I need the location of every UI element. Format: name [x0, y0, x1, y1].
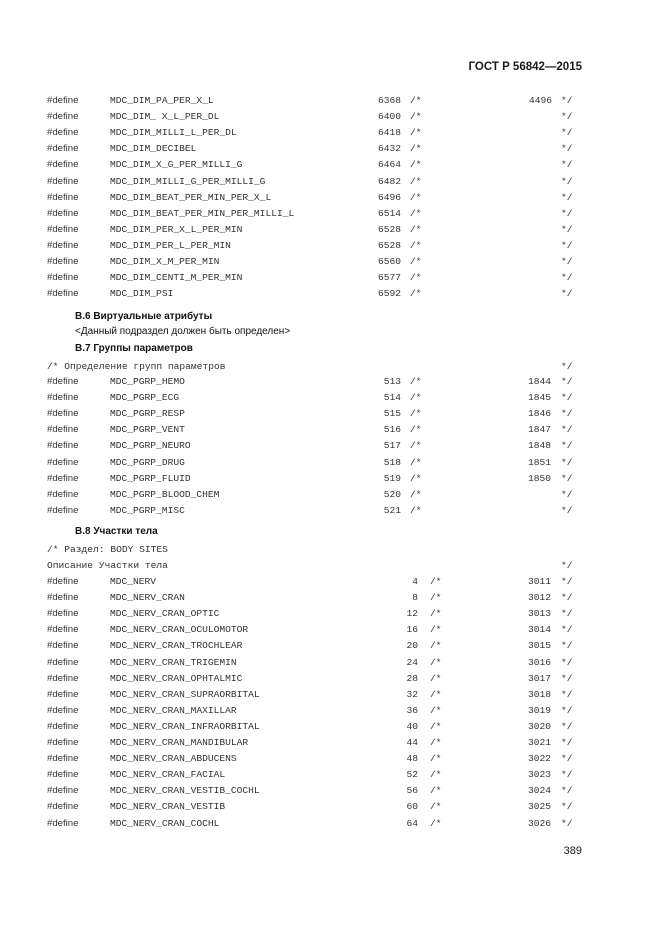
define-row: [0, 239, 661, 253]
macro-value: 6482: [377, 175, 401, 187]
macro-value: 12: [406, 608, 418, 620]
comment-close: */: [561, 159, 573, 171]
comment-number: 3015: [527, 640, 551, 652]
define-row: [0, 287, 661, 301]
define-keyword: #define: [47, 256, 79, 267]
define-row: [0, 768, 661, 782]
comment-close: */: [561, 392, 573, 404]
comment-open: /*: [410, 488, 422, 500]
comment-open: /*: [410, 472, 422, 484]
comment-number: 1845: [527, 392, 551, 404]
define-row: [0, 439, 661, 453]
define-row: [0, 407, 661, 421]
comment-close: */: [561, 704, 573, 716]
macro-value: 8: [412, 592, 418, 604]
macro-name: MDC_NERV_CRAN_INFRAORBITAL: [110, 720, 260, 732]
macro-value: 56: [406, 785, 418, 797]
define-keyword: #define: [47, 392, 79, 404]
define-keyword: #define: [47, 288, 79, 300]
define-row: [0, 672, 661, 686]
macro-value: 520: [383, 488, 401, 500]
comment-open: /*: [410, 504, 422, 516]
macro-name: MDC_NERV_CRAN_COCHL: [110, 817, 220, 829]
define-row: [0, 504, 661, 518]
define-keyword: #define: [47, 111, 79, 123]
define-keyword: #define: [47, 801, 79, 813]
comment-close: */: [561, 801, 573, 813]
comment-line: /* Раздел: BODY SITES: [47, 544, 168, 555]
comment-number: 3021: [527, 737, 551, 748]
comment-open: /*: [410, 456, 422, 468]
macro-name: MDC_NERV_CRAN_ABDUCENS: [110, 753, 237, 765]
macro-value: 513: [383, 376, 401, 387]
macro-name: MDC_NERV_CRAN_OPTIC: [110, 608, 220, 620]
macro-name: MDC_NERV_CRAN_FACIAL: [110, 769, 226, 781]
define-keyword: #define: [47, 785, 79, 797]
macro-name: MDC_NERV_CRAN_SUPRAORBITAL: [110, 688, 260, 700]
define-row: [0, 271, 661, 285]
macro-name: MDC_PGRP_NEURO: [110, 440, 191, 452]
define-keyword: #define: [47, 737, 79, 748]
define-row: [0, 456, 661, 470]
define-row: [0, 207, 661, 221]
macro-value: 516: [383, 424, 401, 436]
comment-number: 3016: [527, 656, 551, 668]
comment-close: */: [561, 408, 573, 420]
define-row: [0, 175, 661, 189]
macro-name: MDC_NERV_CRAN_MANDIBULAR: [110, 737, 249, 748]
macro-value: 60: [406, 801, 418, 813]
define-keyword: #define: [47, 504, 79, 516]
comment-close: */: [561, 608, 573, 620]
define-keyword: #define: [47, 239, 79, 251]
comment-close: */: [561, 472, 573, 484]
comment-open: /*: [410, 175, 422, 187]
define-row: [0, 817, 661, 831]
comment-close: */: [561, 769, 573, 781]
comment-number: 1851: [527, 456, 551, 468]
macro-value: 518: [383, 456, 401, 468]
comment-open: /*: [430, 688, 442, 700]
comment-open: /*: [430, 640, 442, 652]
macro-value: 32: [406, 688, 418, 700]
define-row: [0, 800, 661, 814]
macro-name: MDC_PGRP_VENT: [110, 424, 185, 436]
macro-value: 6592: [377, 288, 401, 300]
comment-open: /*: [410, 127, 422, 139]
comment-number: 1844: [527, 376, 551, 387]
define-row: [0, 623, 661, 637]
comment-close: */: [561, 207, 573, 219]
define-row: [0, 784, 661, 798]
define-row: [0, 191, 661, 205]
document-header: ГОСТ Р 56842—2015: [468, 61, 582, 73]
macro-value: 16: [406, 624, 418, 636]
define-keyword: #define: [47, 688, 79, 700]
macro-name: MDC_NERV_CRAN_TROCHLEAR: [110, 640, 243, 652]
macro-name: MDC_DIM_DECIBEL: [110, 143, 197, 155]
macro-value: 64: [406, 817, 418, 829]
comment-number: 3024: [527, 785, 551, 797]
comment-open: /*: [410, 256, 422, 267]
macro-value: 6528: [377, 223, 401, 235]
comment-close: */: [561, 640, 573, 652]
define-row: [0, 688, 661, 702]
macro-name: MDC_DIM_MILLI_L_PER_DL: [110, 127, 237, 139]
comment-open: /*: [410, 159, 422, 171]
comment-number: 3025: [527, 801, 551, 813]
define-row: [0, 391, 661, 405]
comment-open: /*: [410, 408, 422, 420]
comment-number: 3013: [527, 608, 551, 620]
comment-open: /*: [430, 656, 442, 668]
comment-close: */: [561, 720, 573, 732]
comment-open: /*: [410, 191, 422, 203]
define-keyword: #define: [47, 207, 79, 219]
macro-value: 6560: [377, 256, 401, 267]
comment-close: */: [561, 424, 573, 436]
comment-open: /*: [430, 817, 442, 829]
comment-close: */: [561, 592, 573, 604]
comment-open: /*: [430, 576, 442, 587]
comment-open: /*: [410, 376, 422, 387]
comment-close: */: [561, 288, 573, 300]
macro-name: MDC_DIM_ X_L_PER_DL: [110, 111, 220, 123]
define-keyword: #define: [47, 576, 79, 587]
define-row: [0, 223, 661, 237]
macro-value: 515: [383, 408, 401, 420]
comment-close: */: [561, 672, 573, 684]
comment-open: /*: [410, 111, 422, 123]
comment-number: 4496: [528, 95, 552, 106]
macro-value: 6432: [377, 143, 401, 155]
comment-close: */: [561, 488, 573, 500]
define-row: [0, 720, 661, 734]
define-keyword: #define: [47, 488, 79, 500]
macro-value: 517: [383, 440, 401, 452]
define-keyword: #define: [47, 175, 79, 187]
macro-name: MDC_PGRP_HEMO: [110, 376, 185, 387]
comment-open: /*: [430, 753, 442, 765]
macro-value: 44: [406, 737, 418, 748]
define-row: [0, 423, 661, 437]
comment-open: /*: [430, 704, 442, 716]
define-row: [0, 656, 661, 670]
comment-close: */: [561, 440, 573, 452]
comment-close: */: [561, 817, 573, 829]
comment-number: 3019: [527, 704, 551, 716]
macro-name: MDC_NERV_CRAN_MAXILLAR: [110, 704, 237, 716]
define-keyword: #define: [47, 720, 79, 732]
macro-name: MDC_DIM_PER_X_L_PER_MIN: [110, 223, 243, 235]
define-row: [0, 591, 661, 605]
comment-open: /*: [410, 288, 422, 300]
section-text-b6: <Данный подраздел должен быть определен>: [75, 326, 291, 337]
macro-value: 36: [406, 704, 418, 716]
comment-open: /*: [430, 608, 442, 620]
macro-name: MDC_DIM_X_M_PER_MIN: [110, 256, 220, 267]
comment-number: 3026: [527, 817, 551, 829]
define-keyword: #define: [47, 624, 79, 636]
comment-open: /*: [430, 737, 442, 748]
comment-close: */: [561, 737, 573, 748]
comment-open: /*: [430, 769, 442, 781]
comment-open: /*: [410, 143, 422, 155]
define-keyword: #define: [47, 159, 79, 171]
macro-value: 6418: [377, 127, 401, 139]
define-keyword: #define: [47, 272, 79, 284]
macro-name: MDC_NERV_CRAN_OPHTALMIC: [110, 672, 243, 684]
comment-close: */: [561, 456, 573, 468]
macro-value: 48: [406, 753, 418, 765]
comment-open: /*: [410, 223, 422, 235]
macro-value: 28: [406, 672, 418, 684]
macro-name: MDC_PGRP_RESP: [110, 408, 185, 420]
comment-close: */: [561, 111, 573, 123]
comment-open: /*: [410, 392, 422, 404]
macro-value: 6496: [377, 191, 401, 203]
define-row: [0, 607, 661, 621]
comment-number: 3011: [527, 576, 551, 587]
comment-open: /*: [410, 207, 422, 219]
comment-line: Описание Участки тела: [47, 560, 168, 571]
define-keyword: #define: [47, 656, 79, 668]
define-row: [0, 752, 661, 766]
define-row: [0, 110, 661, 124]
macro-value: 6577: [377, 272, 401, 284]
macro-name: MDC_DIM_MILLI_G_PER_MILLI_G: [110, 175, 266, 187]
macro-name: MDC_DIM_BEAT_PER_MIN_PER_MILLI_L: [110, 207, 295, 219]
define-keyword: #define: [47, 608, 79, 620]
comment-close: */: [561, 223, 573, 235]
define-row: [0, 472, 661, 486]
define-keyword: #define: [47, 95, 79, 106]
macro-name: MDC_PGRP_MISC: [110, 504, 185, 516]
macro-value: 6464: [377, 159, 401, 171]
macro-name: MDC_NERV_CRAN_VESTIB: [110, 801, 226, 813]
comment-close: */: [561, 191, 573, 203]
comment-close: */: [561, 272, 573, 284]
define-keyword: #define: [47, 456, 79, 468]
define-row: [0, 126, 661, 140]
define-keyword: #define: [47, 127, 79, 139]
comment-close: */: [561, 127, 573, 139]
comment-number: 3023: [527, 769, 551, 781]
comment-close: */: [561, 376, 573, 387]
comment-close: */: [561, 624, 573, 636]
define-keyword: #define: [47, 376, 79, 387]
comment-open: /*: [430, 672, 442, 684]
macro-name: MDC_DIM_BEAT_PER_MIN_PER_X_L: [110, 191, 272, 203]
macro-value: 40: [406, 720, 418, 732]
macro-value: 52: [406, 769, 418, 781]
section-heading-b6: В.6 Виртуальные атрибуты: [75, 311, 213, 322]
define-keyword: #define: [47, 753, 79, 765]
section-heading-b7: В.7 Группы параметров: [75, 343, 193, 354]
define-keyword: #define: [47, 817, 79, 829]
macro-value: 6368: [377, 95, 401, 106]
comment-close: */: [561, 753, 573, 765]
define-keyword: #define: [47, 769, 79, 781]
macro-name: MDC_NERV_CRAN_OCULOMOTOR: [110, 624, 249, 636]
comment-open: /*: [430, 720, 442, 732]
define-row: [0, 158, 661, 172]
comment-number: 3017: [527, 672, 551, 684]
comment-close: */: [561, 576, 573, 587]
comment-number: 1850: [527, 472, 551, 484]
comment-open: /*: [410, 95, 422, 106]
define-row: [0, 142, 661, 156]
comment-open: /*: [410, 272, 422, 284]
define-keyword: #define: [47, 408, 79, 420]
comment-close: */: [561, 361, 573, 372]
macro-name: MDC_PGRP_BLOOD_CHEM: [110, 488, 220, 500]
define-row: [0, 704, 661, 718]
macro-name: MDC_DIM_X_G_PER_MILLI_G: [110, 159, 243, 171]
define-row: [0, 255, 661, 269]
define-keyword: #define: [47, 704, 79, 716]
define-keyword: #define: [47, 672, 79, 684]
define-keyword: #define: [47, 640, 79, 652]
define-row: [0, 94, 661, 108]
define-keyword: #define: [47, 191, 79, 203]
macro-name: MDC_NERV_CRAN_TRIGEMIN: [110, 656, 237, 668]
comment-close: */: [561, 175, 573, 187]
macro-name: MDC_DIM_PSI: [110, 288, 174, 300]
comment-number: 3020: [527, 720, 551, 732]
define-row: [0, 575, 661, 589]
comment-open: /*: [430, 624, 442, 636]
comment-line: /* Определение групп параметров: [47, 361, 226, 372]
comment-close: */: [561, 656, 573, 668]
macro-value: 6400: [377, 111, 401, 123]
macro-value: 24: [406, 656, 418, 668]
macro-name: MDC_DIM_CENTI_M_PER_MIN: [110, 272, 243, 284]
comment-close: */: [561, 239, 573, 251]
define-keyword: #define: [47, 592, 79, 604]
comment-close: */: [561, 785, 573, 797]
comment-open: /*: [410, 424, 422, 436]
macro-value: 519: [383, 472, 401, 484]
comment-close: */: [561, 143, 573, 155]
macro-name: MDC_NERV_CRAN: [110, 592, 185, 604]
macro-name: MDC_DIM_PA_PER_X_L: [110, 95, 214, 106]
define-row: [0, 639, 661, 653]
macro-name: MDC_PGRP_ECG: [110, 392, 180, 404]
macro-value: 6514: [377, 207, 401, 219]
define-keyword: #define: [47, 472, 79, 484]
define-keyword: #define: [47, 223, 79, 235]
comment-number: 1848: [527, 440, 551, 452]
macro-value: 521: [383, 504, 401, 516]
macro-name: MDC_PGRP_DRUG: [110, 456, 185, 468]
define-row: [0, 375, 661, 389]
comment-close: */: [561, 504, 573, 516]
comment-open: /*: [410, 440, 422, 452]
page-number: 389: [563, 845, 582, 857]
comment-close: */: [561, 256, 573, 267]
macro-value: 20: [406, 640, 418, 652]
macro-name: MDC_DIM_PER_L_PER_MIN: [110, 239, 231, 251]
comment-number: 3012: [527, 592, 551, 604]
comment-open: /*: [430, 785, 442, 797]
comment-open: /*: [430, 592, 442, 604]
comment-number: 1846: [527, 408, 551, 420]
macro-name: MDC_NERV: [110, 576, 157, 587]
comment-open: /*: [410, 239, 422, 251]
comment-open: /*: [430, 801, 442, 813]
macro-name: MDC_NERV_CRAN_VESTIB_COCHL: [110, 785, 260, 797]
macro-value: 4: [412, 576, 418, 587]
comment-close: */: [561, 95, 573, 106]
comment-number: 3018: [527, 688, 551, 700]
comment-number: 1847: [527, 424, 551, 436]
define-row: [0, 488, 661, 502]
macro-value: 6528: [377, 239, 401, 251]
section-heading-b8: В.8 Участки тела: [75, 526, 158, 537]
define-keyword: #define: [47, 424, 79, 436]
define-row: [0, 736, 661, 750]
comment-close: */: [561, 560, 573, 571]
define-keyword: #define: [47, 143, 79, 155]
define-keyword: #define: [47, 440, 79, 452]
comment-close: */: [561, 688, 573, 700]
macro-name: MDC_PGRP_FLUID: [110, 472, 191, 484]
macro-value: 514: [383, 392, 401, 404]
comment-number: 3022: [527, 753, 551, 765]
comment-number: 3014: [527, 624, 551, 636]
